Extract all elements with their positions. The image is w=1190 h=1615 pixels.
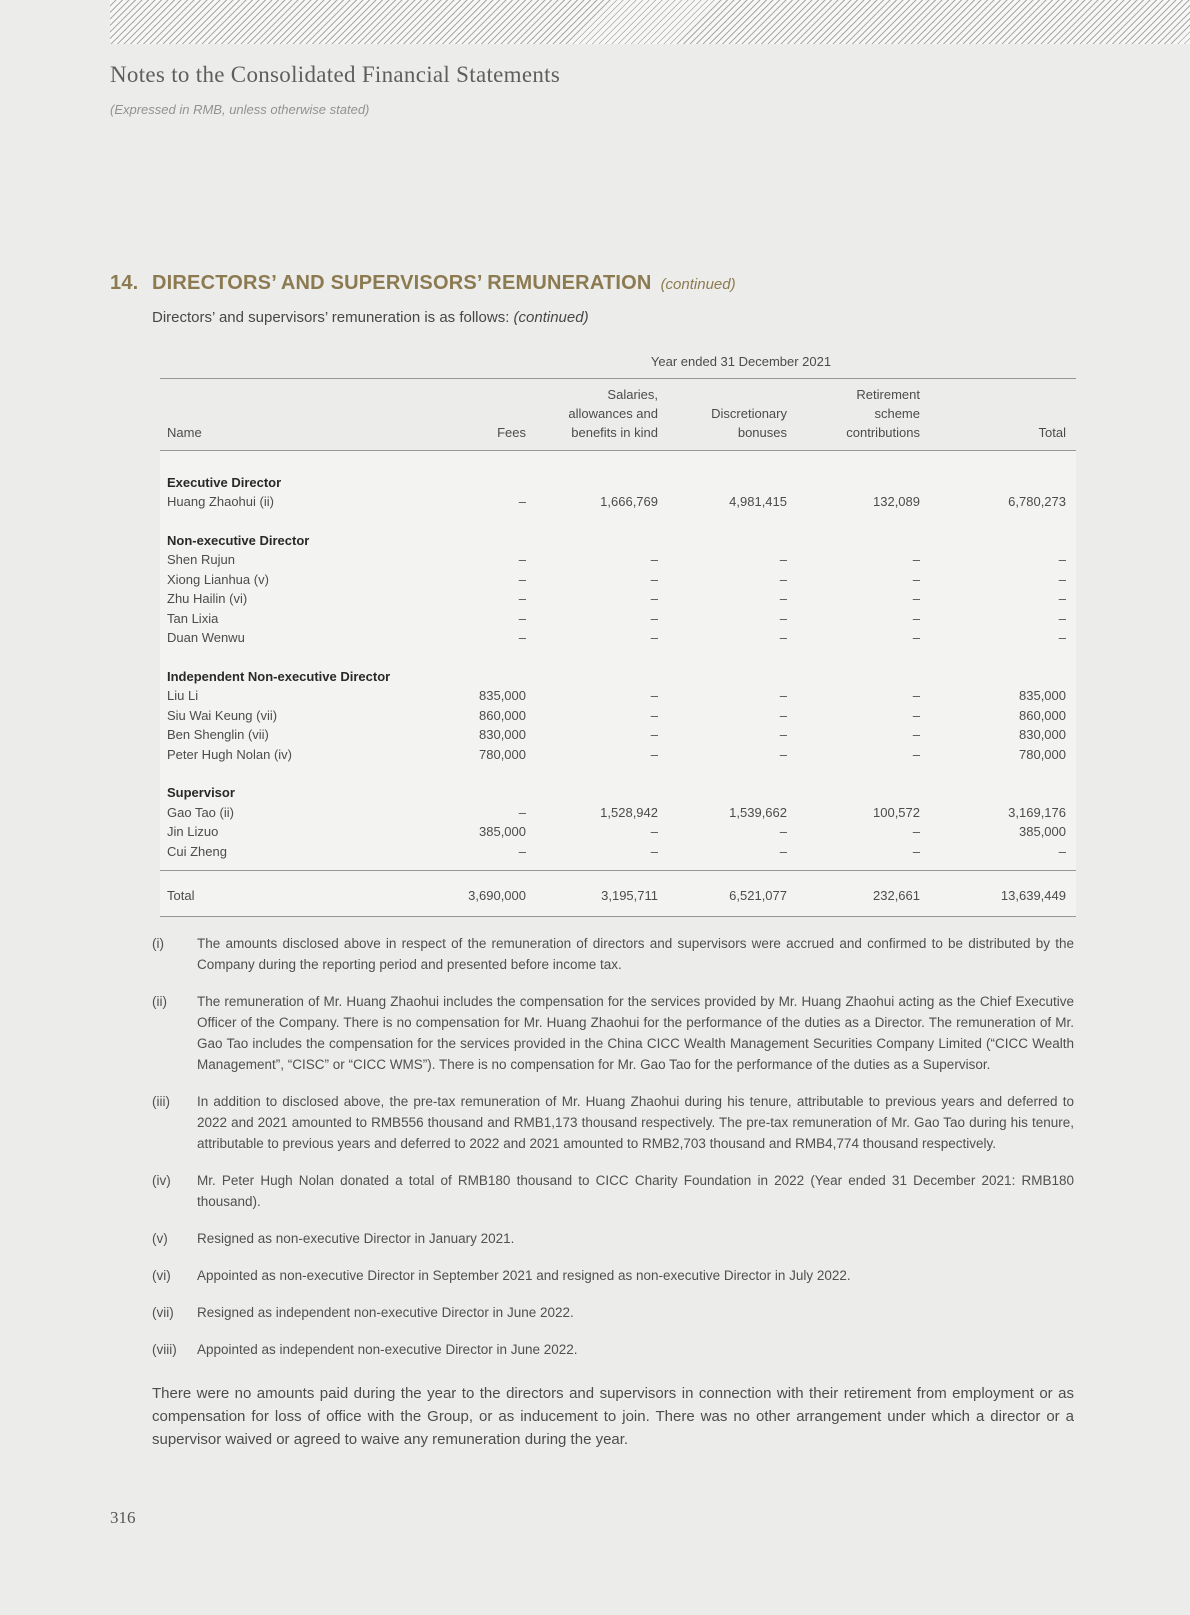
row-value-4: 3,169,176 bbox=[1008, 804, 1066, 820]
row-value-0: – bbox=[518, 571, 526, 587]
column-header-salaries-line3: benefits in kind bbox=[571, 424, 658, 440]
table-body bbox=[160, 451, 1076, 872]
footnote-text: Appointed as independent non-executive Director in June 2022. bbox=[197, 1341, 578, 1357]
intro-continued-label: (continued) bbox=[513, 309, 589, 326]
footnote-marker: (iii) bbox=[152, 1093, 170, 1109]
table-row bbox=[160, 725, 1076, 745]
row-value-4: 835,000 bbox=[1019, 688, 1066, 703]
group-gap bbox=[160, 764, 1076, 783]
column-header-name-label: Name bbox=[167, 424, 202, 440]
row-value-2: – bbox=[779, 591, 787, 606]
column-header-total-label: Total bbox=[1038, 424, 1066, 440]
hatched-top-band bbox=[110, 0, 1190, 44]
row-value-2: 1,539,662 bbox=[729, 804, 787, 820]
row-value-3: – bbox=[912, 630, 920, 645]
footnote-marker: (i) bbox=[152, 935, 164, 951]
footnote-text: Appointed as non-executive Director in September 2021 and resigned as non-executive Director in July 2022. bbox=[197, 1267, 851, 1283]
footnote-marker: (vii) bbox=[152, 1304, 174, 1320]
column-header-fees bbox=[406, 385, 536, 450]
row-value-0: – bbox=[518, 610, 526, 626]
row-value-3: – bbox=[912, 746, 920, 762]
table-row bbox=[160, 550, 1076, 570]
column-header-retirement-line1: Retirement bbox=[856, 386, 920, 402]
row-value-3: – bbox=[912, 571, 920, 587]
row-value-0: 830,000 bbox=[479, 727, 526, 742]
section-continued-label: (continued) bbox=[660, 276, 736, 293]
footnote bbox=[152, 1339, 1074, 1360]
row-value-3: 100,572 bbox=[873, 804, 920, 820]
column-header-retirement-line2: scheme bbox=[874, 405, 920, 421]
table-row bbox=[160, 822, 1076, 842]
row-value-4: 6,780,273 bbox=[1008, 494, 1066, 509]
row-value-1: 1,666,769 bbox=[600, 494, 658, 509]
row-value-1: 1,528,942 bbox=[600, 804, 658, 820]
row-value-4: – bbox=[1058, 552, 1066, 567]
table-group-label: Independent Non-executive Director bbox=[167, 668, 391, 684]
column-header-salaries-line2: allowances and bbox=[568, 405, 658, 421]
row-name: Xiong Lianhua (v) bbox=[167, 571, 269, 587]
table-row bbox=[160, 570, 1076, 590]
table-row bbox=[160, 706, 1076, 726]
row-value-1: – bbox=[650, 630, 658, 645]
footnote-marker: (vi) bbox=[152, 1267, 171, 1283]
footnote bbox=[152, 1091, 1074, 1154]
intro-text: Directors’ and supervisors’ remuneration is as follows: bbox=[152, 309, 510, 326]
row-value-2: – bbox=[779, 552, 787, 567]
row-value-0: 385,000 bbox=[479, 824, 526, 839]
column-header-fees-label: Fees bbox=[497, 424, 526, 440]
table-group-label-row bbox=[160, 667, 1076, 687]
row-value-1: – bbox=[650, 746, 658, 762]
footnote bbox=[152, 991, 1074, 1075]
section-heading bbox=[110, 272, 1076, 295]
row-value-2: – bbox=[779, 688, 787, 703]
row-value-2: – bbox=[779, 707, 787, 723]
table-row bbox=[160, 589, 1076, 609]
table-group-label: Executive Director bbox=[167, 474, 282, 490]
footnote bbox=[152, 1228, 1074, 1249]
row-name: Huang Zhaohui (ii) bbox=[167, 494, 274, 509]
row-value-0: – bbox=[518, 494, 526, 509]
total-row-fees: 3,690,000 bbox=[468, 888, 526, 903]
row-value-3: 132,089 bbox=[873, 494, 920, 509]
row-name: Cui Zheng bbox=[167, 843, 227, 859]
table-group-label: Supervisor bbox=[167, 785, 235, 800]
row-value-1: – bbox=[650, 843, 658, 859]
section-title: DIRECTORS’ AND SUPERVISORS’ REMUNERATION bbox=[152, 272, 652, 294]
row-value-4: – bbox=[1058, 843, 1066, 859]
footnote-marker: (iv) bbox=[152, 1172, 171, 1188]
row-name: Jin Lizuo bbox=[167, 824, 219, 839]
row-value-3: – bbox=[912, 591, 920, 606]
footnote-marker: (v) bbox=[152, 1230, 168, 1246]
row-name: Tan Lixia bbox=[167, 610, 219, 626]
section-number: 14. bbox=[110, 272, 139, 294]
column-header-total bbox=[930, 385, 1076, 450]
footnote-marker: (viii) bbox=[152, 1341, 177, 1357]
row-value-4: – bbox=[1058, 591, 1066, 606]
row-value-0: – bbox=[518, 804, 526, 820]
footnote-text: The remuneration of Mr. Huang Zhaohui includes the compensation for the services provided by Mr. Huang Zhaohui acting as the Chief Executive Officer of the Company. There is no compensation for Mr. Huang Zhaohui for the performance of the duties as a Director. The remuneration of Mr. Gao Tao includes the compensation for the services provided in the China CICC Wealth Management Securities Company Limited (“CICC Wealth Management”, “CISC” or “CICC WMS”). There is no compensation for Mr. Gao Tao for the performance of the duties as a Supervisor. bbox=[197, 993, 1074, 1072]
table-group-label: Non-executive Director bbox=[167, 532, 310, 548]
table-header-row bbox=[160, 379, 1076, 451]
row-value-2: – bbox=[779, 843, 787, 859]
row-value-1: – bbox=[650, 610, 658, 626]
row-name: Siu Wai Keung (vii) bbox=[167, 707, 278, 723]
page-number: 316 bbox=[110, 1508, 136, 1527]
footnote bbox=[152, 933, 1074, 975]
row-value-4: – bbox=[1058, 571, 1066, 587]
footnote-text: The amounts disclosed above in respect of the remuneration of directors and supervisors were accrued and confirmed to be distributed by the Company during the reporting period and presented before income tax. bbox=[197, 935, 1074, 972]
row-value-3: – bbox=[912, 610, 920, 626]
column-header-retirement-line3: contributions bbox=[846, 424, 920, 440]
row-value-3: – bbox=[912, 688, 920, 703]
total-row-bonuses: 6,521,077 bbox=[729, 888, 787, 903]
table-row bbox=[160, 492, 1076, 512]
row-value-4: 860,000 bbox=[1019, 707, 1066, 723]
group-gap bbox=[160, 648, 1076, 667]
page-content bbox=[110, 272, 1076, 1451]
row-value-1: – bbox=[650, 707, 658, 723]
table-row bbox=[160, 842, 1076, 862]
table-total-section bbox=[160, 871, 1076, 917]
row-value-0: – bbox=[518, 843, 526, 859]
table-group-label-row bbox=[160, 783, 1076, 803]
footnote bbox=[152, 1170, 1074, 1212]
row-value-1: – bbox=[650, 727, 658, 742]
remuneration-table bbox=[160, 352, 1076, 917]
row-name: Peter Hugh Nolan (iv) bbox=[167, 746, 292, 762]
row-name: Shen Rujun bbox=[167, 552, 235, 567]
column-header-retirement bbox=[797, 385, 930, 450]
row-value-0: 780,000 bbox=[479, 746, 526, 762]
row-value-0: – bbox=[518, 591, 526, 606]
period-spacer bbox=[160, 352, 406, 379]
row-value-3: – bbox=[912, 727, 920, 742]
row-value-3: – bbox=[912, 824, 920, 839]
table-period-row bbox=[160, 352, 1076, 379]
row-value-2: – bbox=[779, 610, 787, 626]
row-value-1: – bbox=[650, 571, 658, 587]
row-name: Liu Li bbox=[167, 688, 199, 703]
total-row-salaries: 3,195,711 bbox=[601, 888, 658, 903]
row-value-1: – bbox=[650, 824, 658, 839]
row-value-2: – bbox=[779, 727, 787, 742]
row-value-0: 860,000 bbox=[479, 707, 526, 723]
column-header-bonuses-line2: bonuses bbox=[737, 424, 787, 440]
column-header-salaries-line1: Salaries, bbox=[607, 386, 658, 402]
row-value-4: – bbox=[1058, 610, 1066, 626]
section-intro bbox=[152, 309, 1076, 326]
column-header-name bbox=[160, 385, 406, 450]
table-group-label-row bbox=[160, 531, 1076, 551]
total-row-total: 13,639,449 bbox=[1000, 888, 1066, 903]
row-name: Gao Tao (ii) bbox=[167, 804, 234, 820]
table-row bbox=[160, 745, 1076, 765]
column-header-salaries bbox=[536, 385, 668, 450]
group-gap bbox=[160, 512, 1076, 531]
total-row bbox=[160, 886, 1076, 906]
footnote-text: In addition to disclosed above, the pre-tax remuneration of Mr. Huang Zhaohui during his tenure, attributable to previous years and deferred to 2022 and 2021 amounted to RMB556 thousand and RMB1,173 thousand respectively. The pre-tax remuneration of Mr. Gao Tao during his tenure, attributable to previous years and deferred to 2022 and 2021 amounted to RMB2,703 thousand and RMB4,774 thousand respectively. bbox=[197, 1093, 1074, 1151]
row-value-4: 780,000 bbox=[1019, 746, 1066, 762]
document-subtitle: (Expressed in RMB, unless otherwise stated) bbox=[110, 102, 370, 117]
row-name: Zhu Hailin (vi) bbox=[167, 591, 248, 606]
row-value-3: – bbox=[912, 843, 920, 859]
footnote-marker: (ii) bbox=[152, 993, 167, 1009]
row-value-1: – bbox=[650, 688, 658, 703]
row-value-3: – bbox=[912, 707, 920, 723]
footnote bbox=[152, 1302, 1074, 1323]
total-row-label: Total bbox=[167, 888, 195, 903]
row-value-2: – bbox=[779, 630, 787, 645]
footnote-text: Resigned as non-executive Director in January 2021. bbox=[197, 1230, 515, 1246]
column-header-bonuses bbox=[668, 385, 797, 450]
total-row-retirement: 232,661 bbox=[873, 888, 920, 903]
document-title: Notes to the Consolidated Financial Statements bbox=[110, 62, 561, 87]
row-value-1: – bbox=[650, 552, 658, 567]
period-header: Year ended 31 December 2021 bbox=[406, 352, 1076, 379]
table-row bbox=[160, 686, 1076, 706]
table-row bbox=[160, 628, 1076, 648]
column-header-bonuses-line1: Discretionary bbox=[711, 405, 787, 421]
table-row bbox=[160, 803, 1076, 823]
closing-paragraph: There were no amounts paid during the year to the directors and supervisors in connection with their retirement from employment or as compensation for loss of office with the Group, or as inducement to join. There was no other arrangement under which a director or a supervisor waived or agreed to waive any remuneration during the year. bbox=[152, 1384, 1074, 1448]
table-row bbox=[160, 609, 1076, 629]
row-value-0: – bbox=[518, 630, 526, 645]
row-value-3: – bbox=[912, 552, 920, 567]
row-value-4: 830,000 bbox=[1019, 727, 1066, 742]
footnote-text: Resigned as independent non-executive Director in June 2022. bbox=[197, 1304, 574, 1320]
row-value-0: – bbox=[518, 552, 526, 567]
footnote-text: Mr. Peter Hugh Nolan donated a total of RMB180 thousand to CICC Charity Foundation in 2022 (Year ended 31 December 2021: RMB180 thousand). bbox=[197, 1172, 1074, 1209]
table-group-label-row bbox=[160, 473, 1076, 493]
row-value-2: 4,981,415 bbox=[729, 494, 787, 509]
row-value-0: 835,000 bbox=[479, 688, 526, 703]
row-name: Ben Shenglin (vii) bbox=[167, 727, 269, 742]
footnote bbox=[152, 1265, 1074, 1286]
row-value-2: – bbox=[779, 824, 787, 839]
row-value-2: – bbox=[779, 746, 787, 762]
row-value-1: – bbox=[650, 591, 658, 606]
footnotes-list bbox=[152, 933, 1074, 1360]
row-value-4: – bbox=[1058, 630, 1066, 645]
row-value-4: 385,000 bbox=[1019, 824, 1066, 839]
row-value-2: – bbox=[779, 571, 787, 587]
row-name: Duan Wenwu bbox=[167, 630, 245, 645]
